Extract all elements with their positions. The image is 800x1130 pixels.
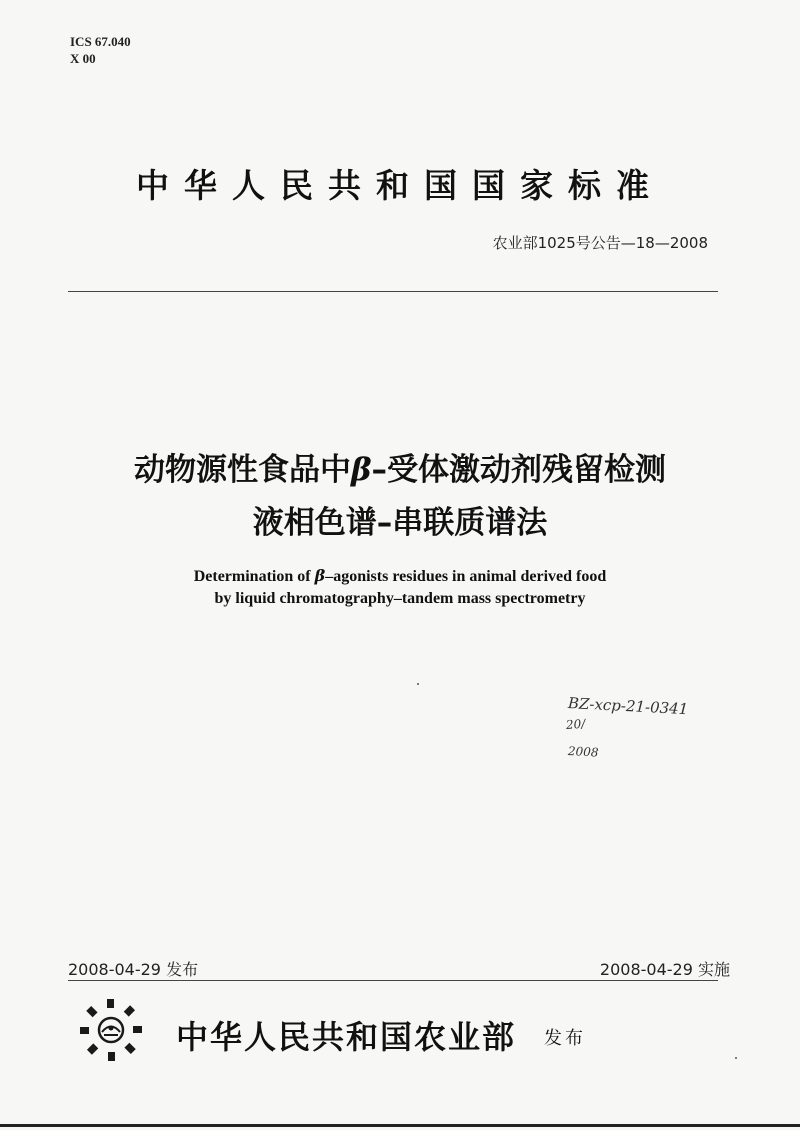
implement-date: 2008-04-29 实施 (599, 960, 730, 979)
chinese-title-line-2: 液相色谱–串联质谱法 (252, 505, 548, 541)
english-title-line-2: by liquid chromatography–tandem mass spectrometry (214, 590, 586, 607)
speck (417, 683, 419, 685)
ics-code: ICS 67.040 (70, 34, 131, 49)
english-title-beta: β (314, 566, 326, 585)
chinese-title-part-b: –受体激动剂残留检测 (371, 452, 667, 488)
handwritten-date-part1: 20/ (565, 716, 586, 732)
chinese-title-line-1 (0, 444, 800, 489)
ministry-emblem-icon (78, 997, 144, 1063)
english-title-part-b: –agonists residues in animal derived food (325, 568, 607, 585)
top-divider (68, 291, 718, 292)
english-title-line-1 (0, 566, 800, 586)
handwritten-date-part2: 2008 (567, 744, 599, 760)
page-bottom-edge (0, 1124, 800, 1127)
issue-date: 2008-04-29 发布 (68, 960, 199, 979)
handwritten-code: BZ-xcp-21-0341 (567, 694, 689, 719)
chinese-title-part-a: 动物源性食品中 (133, 452, 351, 488)
standard-type-heading: 中华人民共和国国家标准 (136, 166, 664, 205)
issuing-authority-suffix: 发布 (544, 1028, 586, 1049)
classification-codes (70, 33, 131, 67)
ccs-code: X 00 (70, 51, 96, 66)
speck (735, 1057, 737, 1059)
bottom-divider (68, 980, 718, 981)
chinese-title-beta: β (350, 452, 372, 488)
standard-number: 农业部1025号公告—18—2008 (492, 234, 708, 252)
english-title-part-a: Determination of (193, 568, 315, 585)
issuing-authority: 中华人民共和国农业部 (176, 1018, 517, 1056)
